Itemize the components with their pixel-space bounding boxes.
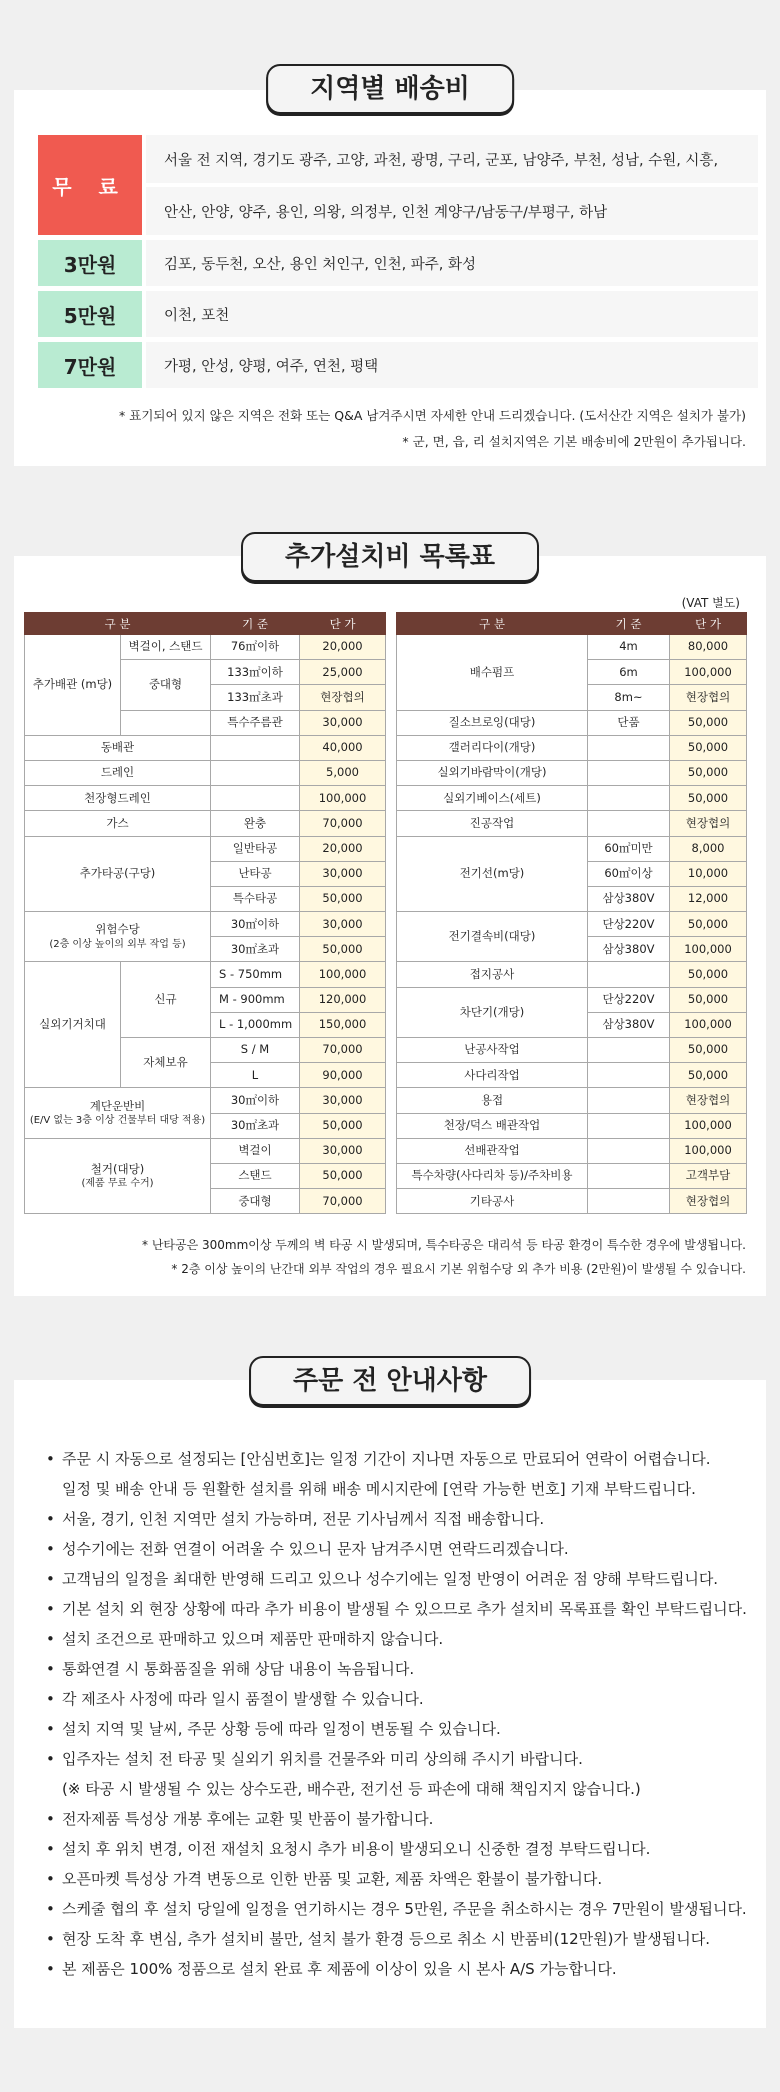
cell: 30㎡이하 bbox=[211, 1088, 300, 1113]
notice-title: 주문 전 안내사항 bbox=[249, 1356, 531, 1406]
cell: M - 900mm bbox=[211, 987, 300, 1012]
cell bbox=[121, 710, 211, 735]
col-header: 기 준 bbox=[211, 613, 300, 635]
price: 50,000 bbox=[300, 886, 386, 911]
cell bbox=[211, 786, 300, 811]
cell: 삼상380V bbox=[588, 937, 670, 962]
row-label-sub: (E/V 없는 3층 이상 건물부터 대당 적용) bbox=[29, 1114, 206, 1126]
notice-item: • 고객님의 일정을 최대한 반영해 드리고 있으나 성수기에는 일정 반영이 어려운 점 양해 부탁드립니다. bbox=[46, 1564, 746, 1594]
region-text: 이천, 포천 bbox=[146, 291, 758, 337]
row-label: 동배관 bbox=[25, 735, 211, 760]
region-text: 서울 전 지역, 경기도 광주, 고양, 과천, 광명, 구리, 군포, 남양주, 부천, 성남, 수원, 시흥, bbox=[146, 135, 758, 183]
notice-item: • 오픈마켓 특성상 가격 변동으로 인한 반품 및 교환, 제품 차액은 환불이 불가합니다. bbox=[46, 1864, 746, 1894]
row-label: 실외기베이스(세트) bbox=[397, 786, 588, 811]
cell bbox=[211, 760, 300, 785]
row-label bbox=[25, 1088, 211, 1138]
price: 20,000 bbox=[300, 836, 386, 861]
extra-note: * 2층 이상 높이의 난간대 외부 작업의 경우 필요시 기본 위험수당 외 추가 비용 (2만원)이 발생될 수 있습니다. bbox=[171, 1262, 746, 1276]
price: 5,000 bbox=[300, 760, 386, 785]
region-label: 7만원 bbox=[38, 342, 142, 388]
cell: 일반타공 bbox=[211, 836, 300, 861]
price: 30,000 bbox=[300, 710, 386, 735]
cell bbox=[588, 1189, 670, 1214]
price: 50,000 bbox=[300, 1163, 386, 1188]
row-label: 전기선(m당) bbox=[397, 836, 588, 912]
notice-item: • 스케줄 협의 후 설치 당일에 일정을 연기하시는 경우 5만원, 주문을 취소하시는 경우 7만원이 발생됩니다. bbox=[46, 1894, 746, 1924]
price: 50,000 bbox=[670, 710, 747, 735]
region-note: * 표기되어 있지 않은 지역은 전화 또는 Q&A 남겨주시면 자세한 안내 드리겠습니다. (도서산간 지역은 설치가 불가) bbox=[119, 408, 746, 423]
price: 현장협의 bbox=[670, 685, 747, 710]
row-label-main: 계단운반비 bbox=[89, 1098, 146, 1113]
row-label: 가스 bbox=[25, 811, 211, 836]
region-label: 3만원 bbox=[38, 240, 142, 286]
price: 100,000 bbox=[670, 937, 747, 962]
row-label: 드레인 bbox=[25, 760, 211, 785]
col-header: 구 분 bbox=[397, 613, 588, 635]
notice-item: • 설치 조건으로 판매하고 있으며 제품만 판매하지 않습니다. bbox=[46, 1624, 746, 1654]
price: 20,000 bbox=[300, 635, 386, 660]
region-row-7 bbox=[38, 342, 758, 388]
notice-item: (※ 타공 시 발생될 수 있는 상수도관, 배수관, 전기선 등 파손에 대해 책임지지 않습니다.) bbox=[62, 1780, 641, 1798]
row-label-sub: (제품 무료 수거) bbox=[81, 1177, 154, 1189]
price: 30,000 bbox=[300, 1088, 386, 1113]
row-label: 사다리작업 bbox=[397, 1063, 588, 1088]
cell: 스탠드 bbox=[211, 1163, 300, 1188]
row-label: 실외기바람막이(개당) bbox=[397, 760, 588, 785]
row-label: 용접 bbox=[397, 1088, 588, 1113]
row-label bbox=[25, 912, 211, 962]
row-label: 기타공사 bbox=[397, 1189, 588, 1214]
region-text: 김포, 동두천, 오산, 용인 처인구, 인천, 파주, 화성 bbox=[146, 240, 758, 286]
row-label: 진공작업 bbox=[397, 811, 588, 836]
price: 50,000 bbox=[670, 987, 747, 1012]
price: 90,000 bbox=[300, 1063, 386, 1088]
price: 8,000 bbox=[670, 836, 747, 861]
price: 25,000 bbox=[300, 660, 386, 685]
price: 50,000 bbox=[670, 1038, 747, 1063]
cell bbox=[588, 1113, 670, 1138]
notice-item: • 현장 도착 후 변심, 추가 설치비 불만, 설치 불가 환경 등으로 취소 시 반품비(12만원)가 발생됩니다. bbox=[46, 1924, 746, 1954]
notice-item: • 본 제품은 100% 정품으로 설치 완료 후 제품에 이상이 있을 시 본사 A/S 가능합니다. bbox=[46, 1954, 746, 1984]
price: 현장협의 bbox=[670, 1088, 747, 1113]
row-group: 실외기거치대 bbox=[25, 962, 121, 1088]
row-label: 전기결속비(대당) bbox=[397, 912, 588, 962]
cell: L bbox=[211, 1063, 300, 1088]
price: 100,000 bbox=[300, 962, 386, 987]
price: 12,000 bbox=[670, 886, 747, 911]
row-sub: 중대형 bbox=[121, 660, 211, 710]
cell: 6m bbox=[588, 660, 670, 685]
notice-item: • 기본 설치 외 현장 상황에 따라 추가 비용이 발생될 수 있으므로 추가 설치비 목록표를 확인 부탁드립니다. bbox=[46, 1594, 746, 1624]
price: 현장협의 bbox=[670, 1189, 747, 1214]
region-row-5 bbox=[38, 291, 758, 337]
extra-title: 추가설치비 목록표 bbox=[241, 532, 539, 582]
region-title: 지역별 배송비 bbox=[266, 64, 514, 114]
cell: 특수타공 bbox=[211, 886, 300, 911]
cell: 60㎡이상 bbox=[588, 861, 670, 886]
notice-item: • 설치 지역 및 날씨, 주문 상황 등에 따라 일정이 변동될 수 있습니다. bbox=[46, 1714, 746, 1744]
notice-item: 일정 및 배송 안내 등 원활한 설치를 위해 배송 메시지란에 [연락 가능한 번호] 기재 부탁드립니다. bbox=[62, 1480, 696, 1498]
cell bbox=[588, 1038, 670, 1063]
row-label: 천장형드레인 bbox=[25, 786, 211, 811]
cell bbox=[588, 760, 670, 785]
vat-note: (VAT 별도) bbox=[681, 596, 740, 610]
row-group: 추가배관 (m당) bbox=[25, 635, 121, 736]
row-label-main: 위험수당 bbox=[95, 922, 140, 937]
notice-list bbox=[46, 1444, 746, 1984]
row-label: 질소브로잉(대당) bbox=[397, 710, 588, 735]
cell bbox=[588, 786, 670, 811]
cell bbox=[588, 962, 670, 987]
cell: 133㎡초과 bbox=[211, 685, 300, 710]
price: 120,000 bbox=[300, 987, 386, 1012]
region-row-3 bbox=[38, 240, 758, 286]
cell: 60㎡미만 bbox=[588, 836, 670, 861]
cell bbox=[588, 1063, 670, 1088]
extra-table-right bbox=[396, 612, 747, 1214]
price: 100,000 bbox=[300, 786, 386, 811]
cell: 중대형 bbox=[211, 1189, 300, 1214]
cell: 8m~ bbox=[588, 685, 670, 710]
row-label: 선배관작업 bbox=[397, 1138, 588, 1163]
row-label: 추가타공(구당) bbox=[25, 836, 211, 912]
cell: 완충 bbox=[211, 811, 300, 836]
price: 50,000 bbox=[670, 962, 747, 987]
price: 100,000 bbox=[670, 1138, 747, 1163]
cell: S - 750mm bbox=[211, 962, 300, 987]
region-row-free bbox=[38, 135, 758, 235]
row-sub: 신규 bbox=[121, 962, 211, 1038]
price: 현장협의 bbox=[300, 685, 386, 710]
cell: 76㎡이하 bbox=[211, 635, 300, 660]
row-label: 차단기(개당) bbox=[397, 987, 588, 1037]
region-text: 안산, 안양, 양주, 용인, 의왕, 의정부, 인천 계양구/남동구/부평구, 하남 bbox=[146, 187, 758, 235]
cell: 30㎡초과 bbox=[211, 1113, 300, 1138]
row-label: 갤러리다이(개당) bbox=[397, 735, 588, 760]
cell: 삼상380V bbox=[588, 886, 670, 911]
row-sub: 자체보유 bbox=[121, 1038, 211, 1088]
cell bbox=[588, 1138, 670, 1163]
cell bbox=[588, 1163, 670, 1188]
price: 30,000 bbox=[300, 912, 386, 937]
cell bbox=[588, 735, 670, 760]
price: 100,000 bbox=[670, 1012, 747, 1037]
price: 고객부담 bbox=[670, 1163, 747, 1188]
notice-item: • 각 제조사 사정에 따라 일시 품절이 발생할 수 있습니다. bbox=[46, 1684, 746, 1714]
col-header: 단 가 bbox=[300, 613, 386, 635]
price: 10,000 bbox=[670, 861, 747, 886]
row-label-sub: (2층 이상 높이의 외부 작업 등) bbox=[49, 938, 186, 950]
notice-item: • 입주자는 설치 전 타공 및 실외기 위치를 건물주와 미리 상의해 주시기 바랍니다. bbox=[46, 1744, 746, 1774]
row-label: 천장/덕스 배관작업 bbox=[397, 1113, 588, 1138]
cell: 특수주름관 bbox=[211, 710, 300, 735]
price: 50,000 bbox=[670, 1063, 747, 1088]
price: 100,000 bbox=[670, 1113, 747, 1138]
price: 70,000 bbox=[300, 811, 386, 836]
price: 50,000 bbox=[670, 735, 747, 760]
row-label: 배수펌프 bbox=[397, 635, 588, 711]
price: 50,000 bbox=[300, 937, 386, 962]
cell: 133㎡이하 bbox=[211, 660, 300, 685]
cell: 난타공 bbox=[211, 861, 300, 886]
col-header: 구 분 bbox=[25, 613, 211, 635]
row-label bbox=[25, 1138, 211, 1214]
region-label: 5만원 bbox=[38, 291, 142, 337]
region-note: * 군, 면, 읍, 리 설치지역은 기본 배송비에 2만원이 추가됩니다. bbox=[402, 434, 746, 449]
price: 100,000 bbox=[670, 660, 747, 685]
row-label: 접지공사 bbox=[397, 962, 588, 987]
cell bbox=[211, 735, 300, 760]
cell: S / M bbox=[211, 1038, 300, 1063]
price: 80,000 bbox=[670, 635, 747, 660]
cell: 삼상380V bbox=[588, 1012, 670, 1037]
row-label-main: 철거(대당) bbox=[90, 1161, 145, 1176]
region-label: 무 료 bbox=[38, 135, 142, 235]
cell: 단상220V bbox=[588, 987, 670, 1012]
notice-item: • 통화연결 시 통화품질을 위해 상담 내용이 녹음됩니다. bbox=[46, 1654, 746, 1684]
col-header: 단 가 bbox=[670, 613, 747, 635]
extra-table-left bbox=[24, 612, 386, 1214]
price: 현장협의 bbox=[670, 811, 747, 836]
notice-item: • 서울, 경기, 인천 지역만 설치 가능하며, 전문 기사님께서 직접 배송합니다. bbox=[46, 1504, 746, 1534]
cell: 단상220V bbox=[588, 912, 670, 937]
notice-item: • 주문 시 자동으로 설정되는 [안심번호]는 일정 기간이 지나면 자동으로 만료되어 연락이 어렵습니다. bbox=[46, 1444, 746, 1474]
cell: 벽걸이 bbox=[211, 1138, 300, 1163]
cell: 4m bbox=[588, 635, 670, 660]
price: 30,000 bbox=[300, 861, 386, 886]
notice-item: • 전자제품 특성상 개봉 후에는 교환 및 반품이 불가합니다. bbox=[46, 1804, 746, 1834]
price: 70,000 bbox=[300, 1038, 386, 1063]
row-label: 특수차량(사다리차 등)/주차비용 bbox=[397, 1163, 588, 1188]
cell: 30㎡이하 bbox=[211, 912, 300, 937]
cell: 단품 bbox=[588, 710, 670, 735]
region-text: 가평, 안성, 양평, 여주, 연천, 평택 bbox=[146, 342, 758, 388]
cell: 30㎡초과 bbox=[211, 937, 300, 962]
cell: L - 1,000mm bbox=[211, 1012, 300, 1037]
row-label: 난공사작업 bbox=[397, 1038, 588, 1063]
cell bbox=[588, 1088, 670, 1113]
col-header: 기 준 bbox=[588, 613, 670, 635]
price: 50,000 bbox=[670, 760, 747, 785]
price: 50,000 bbox=[670, 786, 747, 811]
notice-item: • 성수기에는 전화 연결이 어려울 수 있으니 문자 남겨주시면 연락드리겠습니다. bbox=[46, 1534, 746, 1564]
notice-item: • 설치 후 위치 변경, 이전 재설치 요청시 추가 비용이 발생되오니 신중한 결정 부탁드립니다. bbox=[46, 1834, 746, 1864]
price: 50,000 bbox=[670, 912, 747, 937]
row-sub: 벽걸이, 스탠드 bbox=[121, 635, 211, 660]
price: 150,000 bbox=[300, 1012, 386, 1037]
cell bbox=[588, 811, 670, 836]
price: 30,000 bbox=[300, 1138, 386, 1163]
price: 40,000 bbox=[300, 735, 386, 760]
price: 70,000 bbox=[300, 1189, 386, 1214]
extra-note: * 난타공은 300mm이상 두께의 벽 타공 시 발생되며, 특수타공은 대리석 등 타공 환경이 특수한 경우에 발생됩니다. bbox=[142, 1238, 746, 1252]
price: 50,000 bbox=[300, 1113, 386, 1138]
